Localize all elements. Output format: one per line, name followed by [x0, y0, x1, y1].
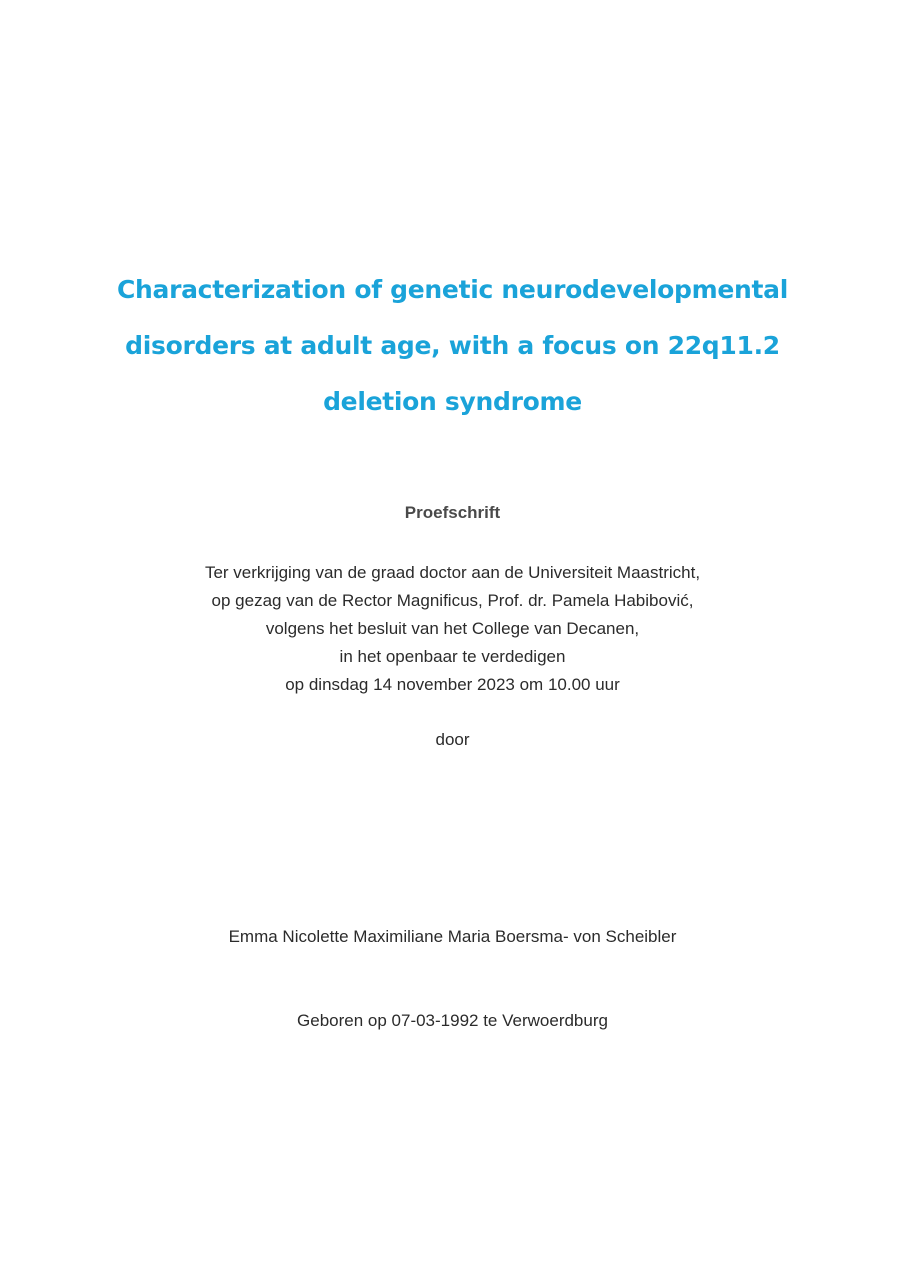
thesis-title-line-3: deletion syndrome	[323, 387, 582, 416]
by-label: door	[435, 730, 470, 749]
statement-line-5: op dinsdag 14 november 2023 om 10.00 uur	[285, 675, 620, 694]
statement-line-4: in het openbaar te verdedigen	[339, 647, 566, 666]
statement-line-1: Ter verkrijging van de graad doctor aan de Universiteit Maastricht,	[204, 563, 701, 582]
thesis-title-line-1: Characterization of genetic neurodevelopmental	[116, 275, 789, 304]
author-name: Emma Nicolette Maximiliane Maria Boersma- von Scheibler	[228, 927, 677, 946]
thesis-title-line-2: disorders at adult age, with a focus on 22q11.2	[125, 331, 780, 360]
statement-line-3: volgens het besluit van het College van Decanen,	[265, 619, 640, 638]
document-type: Proefschrift	[404, 503, 501, 522]
statement-line-2: op gezag van de Rector Magnificus, Prof. dr. Pamela Habibović,	[211, 591, 694, 610]
birth-details: Geboren op 07-03-1992 te Verwoerdburg	[297, 1011, 608, 1030]
degree-statement	[0, 559, 905, 699]
thesis-title	[0, 262, 905, 430]
